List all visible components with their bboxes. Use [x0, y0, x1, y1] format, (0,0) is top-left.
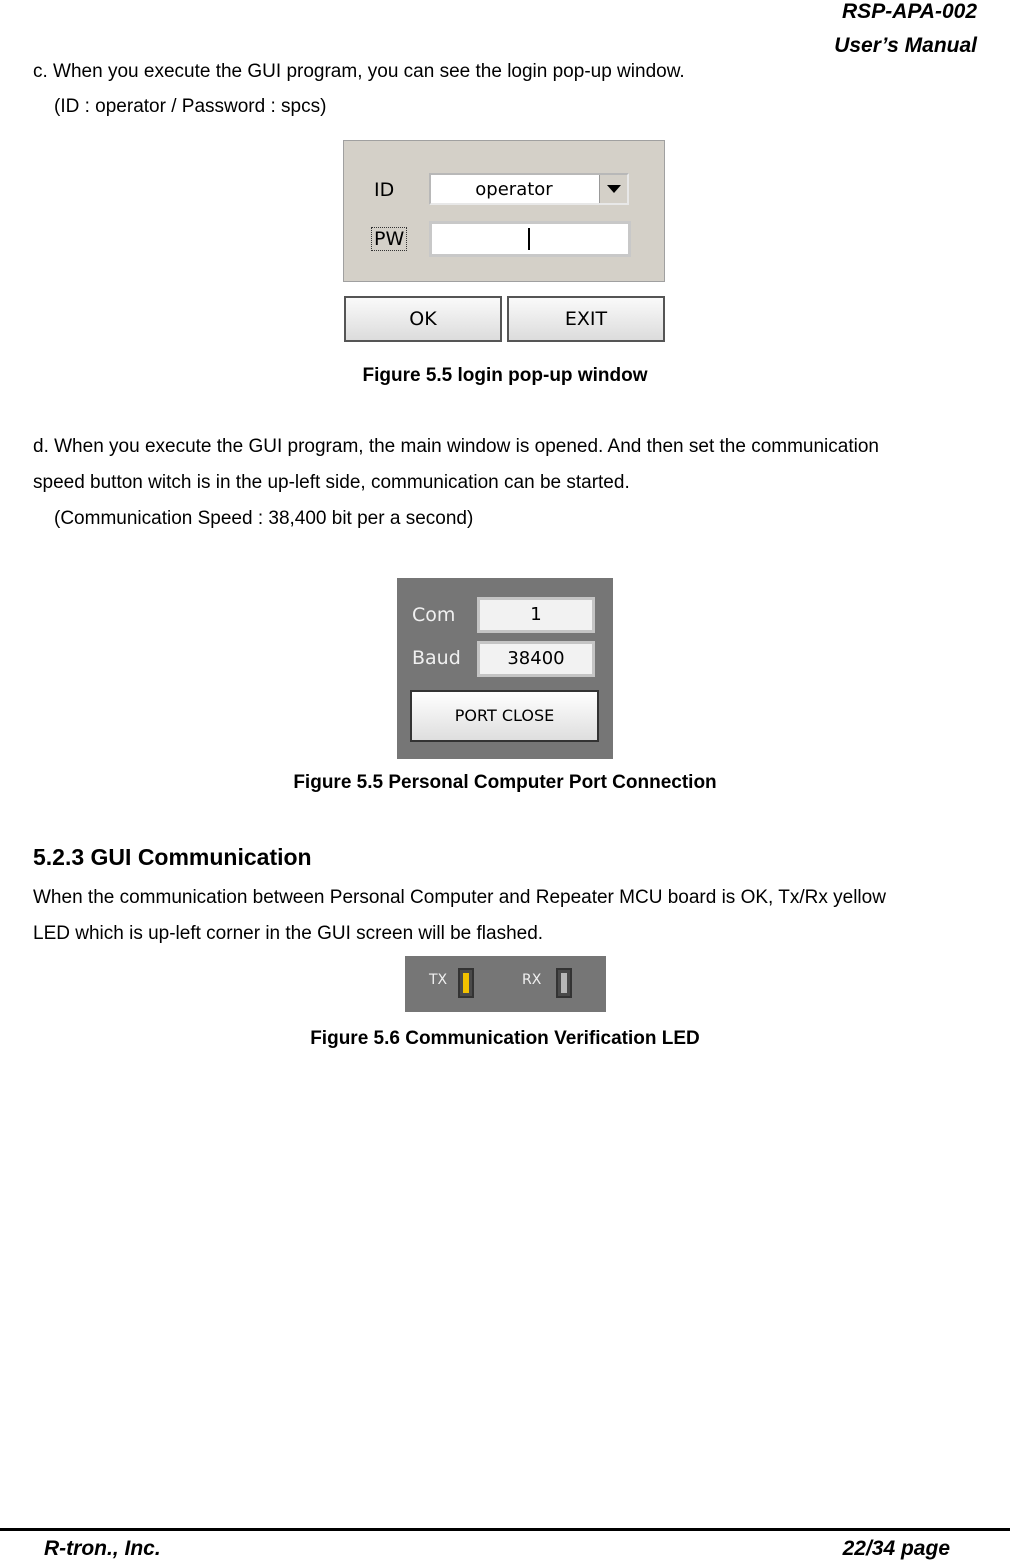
id-value: operator — [475, 179, 553, 200]
tx-label: TX — [429, 972, 448, 988]
doc-title: User’s Manual — [834, 34, 977, 57]
section-c-line2: (ID : operator / Password : spcs) — [54, 96, 327, 117]
chevron-down-icon[interactable] — [599, 175, 627, 203]
id-dropdown[interactable] — [429, 173, 629, 205]
section-heading: 5.2.3 GUI Communication — [33, 844, 312, 870]
rx-label: RX — [522, 972, 542, 988]
baud-label: Baud — [412, 647, 461, 669]
id-label: ID — [374, 179, 395, 201]
text-caret — [528, 228, 530, 250]
tx-led-light — [463, 973, 469, 993]
tx-led-icon — [458, 968, 474, 998]
login-window — [343, 140, 665, 282]
baud-field[interactable]: 38400 — [477, 641, 595, 677]
caption-led: Figure 5.6 Communication Verification LED — [310, 1028, 700, 1049]
caption-login: Figure 5.5 login pop-up window — [362, 365, 648, 386]
rx-led-light — [561, 973, 567, 993]
section-c-line1: c. When you execute the GUI program, you can see the login pop-up window. — [33, 61, 685, 82]
section-d-line2: speed button witch is in the up-left side, communication can be started. — [33, 472, 630, 493]
port-close-button[interactable]: PORT CLOSE — [410, 690, 599, 742]
footer-page: 22/34 page — [842, 1537, 950, 1560]
rx-led-icon — [556, 968, 572, 998]
exit-button[interactable]: EXIT — [507, 296, 665, 342]
port-panel — [397, 578, 613, 759]
section-d-line3: (Communication Speed : 38,400 bit per a second) — [54, 508, 474, 529]
ok-button[interactable]: OK — [344, 296, 502, 342]
footer-divider — [0, 1528, 1010, 1531]
com-field[interactable]: 1 — [477, 597, 595, 633]
led-panel — [405, 956, 606, 1012]
footer-company: R-tron., Inc. — [44, 1537, 161, 1560]
pw-label: PW — [371, 227, 407, 251]
caption-port: Figure 5.5 Personal Computer Port Connection — [293, 772, 717, 793]
password-input[interactable] — [429, 221, 631, 257]
doc-id: RSP-APA-002 — [842, 0, 977, 23]
section-523-line2: LED which is up-left corner in the GUI screen will be flashed. — [33, 923, 544, 944]
section-523-line1: When the communication between Personal Computer and Repeater MCU board is OK, Tx/Rx yellow — [33, 887, 886, 908]
com-label: Com — [412, 604, 456, 626]
section-d-line1: d. When you execute the GUI program, the main window is opened. And then set the communication — [33, 436, 879, 457]
